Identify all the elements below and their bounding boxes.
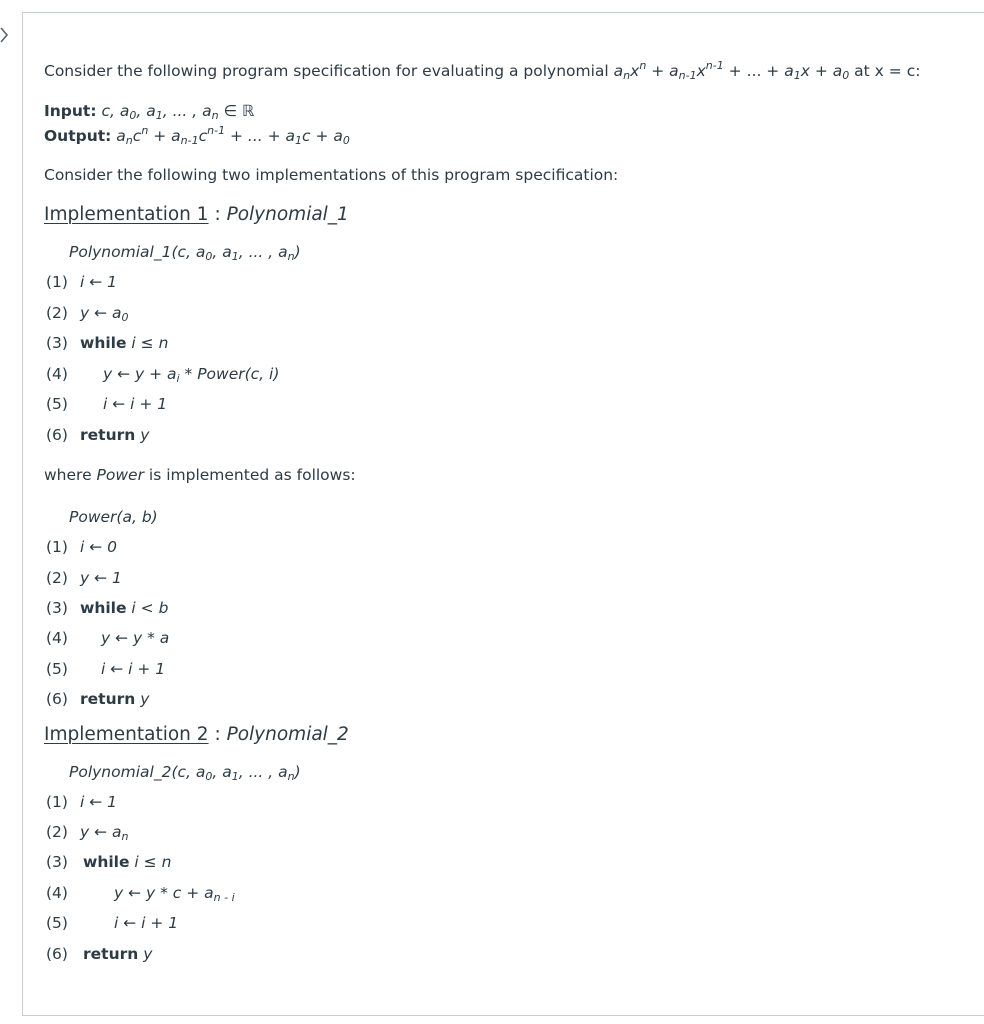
two-implementations-text: Consider the following two implementations of this program specification: (44, 166, 619, 184)
implementation-1-link[interactable]: Implementation 1 (44, 204, 209, 225)
code-line: (1) i ← 1 (46, 273, 118, 291)
code-line: (5) i ← i + 1 (46, 914, 179, 932)
implementation-2-heading: Implementation 2 : Polynomial_2 (44, 724, 349, 745)
code-line: (3) while i < b (46, 599, 169, 617)
code-line: (3) while i ≤ n (46, 334, 169, 352)
code-line: (2) y ← $a_n$ (46, 823, 129, 843)
code-line: (2) y ← $a_0$ (46, 304, 129, 324)
spec-output: Output: $a_nc^n + a_{n-1}c^{n-1}$ + ... + $a_1c + a_0$ (44, 124, 350, 147)
power-signature: Power(a, b) (69, 508, 158, 526)
collapse-chevron-icon[interactable] (0, 25, 14, 45)
code-line: (6) return y (46, 690, 150, 708)
code-line: (5) i ← i + 1 (46, 660, 166, 678)
intro-text: Consider the following program specification for evaluating a polynomial $a_nx^n + a_{n-1}x^{n-1}$ + ... + $a_1x + a_0$ at x = c: (44, 59, 921, 82)
code-line: (2) y ← 1 (46, 569, 122, 587)
code-line: (6) return y (46, 945, 153, 963)
code-line: (1) i ← 0 (46, 538, 118, 556)
code-line: (4) y ← y * a (46, 629, 170, 647)
code-line: (4) y ← $y * c + a_{n - i}$ (46, 884, 235, 904)
power-intro-text: where Power is implemented as follows: (44, 466, 356, 484)
code-line: (5) i ← i + 1 (46, 395, 168, 413)
implementation-2-link[interactable]: Implementation 2 (44, 724, 209, 745)
code-line: (3) while i ≤ n (46, 853, 172, 871)
spec-input: Input: c, $a_0$, $a_1$, ... , $a_n$ ∈ ℝ (44, 102, 255, 122)
polynomial-2-signature: Polynomial_2(c, $a_0$, $a_1$, ... , $a_n$) (69, 763, 301, 783)
polynomial-1-signature: Polynomial_1(c, $a_0$, $a_1$, ... , $a_n$) (69, 243, 301, 263)
code-line: (6) return y (46, 426, 150, 444)
code-line: (4) y ← $y + a_i$ * Power(c, i) (46, 365, 280, 385)
implementation-1-heading: Implementation 1 : Polynomial_1 (44, 204, 349, 225)
code-line: (1) i ← 1 (46, 793, 118, 811)
